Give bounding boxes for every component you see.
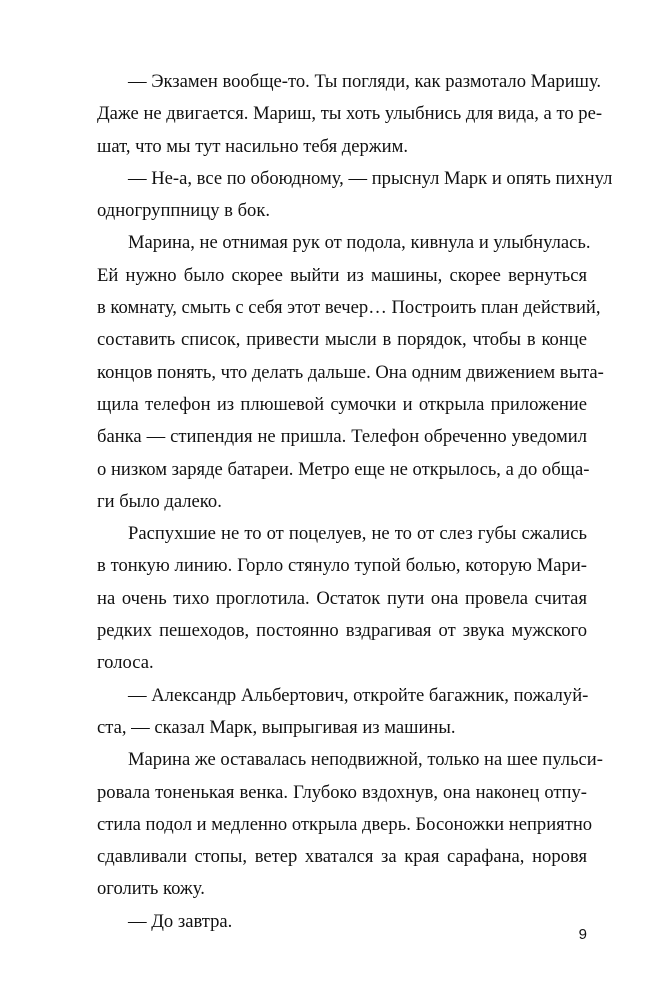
text-line: одногруппницу в бок. xyxy=(97,200,271,222)
text-line: Марина же оставалась неподвижной, только на шее пульси- xyxy=(128,749,603,771)
text-line: сдавливали стопы, ветер хватался за края сарафана, норовя xyxy=(97,846,587,868)
text-line: щила телефон из плюшевой сумочки и открыла приложение xyxy=(97,393,587,415)
text-line: оголить кожу. xyxy=(97,878,205,900)
text-line: о низком заряде батареи. Метро еще не открылось, а до обща- xyxy=(97,458,590,480)
text-line: ровала тоненькая венка. Глубоко вздохнув, она наконец отпу- xyxy=(97,781,587,803)
text-line: ста, — сказал Марк, выпрыгивая из машины. xyxy=(97,716,456,738)
text-line: банка — стипендия не пришла. Телефон обреченно уведомил xyxy=(97,426,587,448)
text-line: Марина, не отнимая рук от подола, кивнула и улыбнулась. xyxy=(128,232,591,254)
text-line: Распухшие не то от поцелуев, не то от слез губы сжались xyxy=(128,523,587,545)
text-line: — Экзамен вообще-то. Ты погляди, как размотало Маришу. xyxy=(128,71,602,92)
text-line: — Не-а, все по обоюдному, — прыснул Марк и опять пихнул xyxy=(128,167,613,189)
text-line: в тонкую линию. Горло стянуло тупой болью, которую Мари- xyxy=(97,555,587,577)
text-line: шат, что мы тут насильно тебя держим. xyxy=(97,135,409,157)
page-number: 9 xyxy=(578,926,587,943)
text-line: Ей нужно было скорее выйти из машины, скорее вернуться xyxy=(97,264,587,286)
text-line: стила подол и медленно открыла дверь. Босоножки неприятно xyxy=(97,813,593,835)
text-line: в комнату, смыть с себя этот вечер… Построить план действий, xyxy=(97,297,601,319)
text-line: ги было далеко. xyxy=(97,490,222,512)
text-line: составить список, привести мысли в порядок, чтобы в конце xyxy=(97,329,587,351)
text-line: голоса. xyxy=(97,652,154,674)
text-line: концов понять, что делать дальше. Она одним движением выта- xyxy=(97,361,604,383)
text-line: редких пешеходов, постоянно вздрагивая от звука мужского xyxy=(97,620,587,642)
text-line: Даже не двигается. Мариш, ты хоть улыбнись для вида, а то ре- xyxy=(97,103,603,125)
body-text xyxy=(97,66,613,938)
text-line: — До завтра. xyxy=(128,910,233,932)
text-line: на очень тихо проглотила. Остаток пути она провела считая xyxy=(97,587,587,609)
text-line: — Александр Альбертович, откройте багажник, пожалуй- xyxy=(128,684,589,706)
